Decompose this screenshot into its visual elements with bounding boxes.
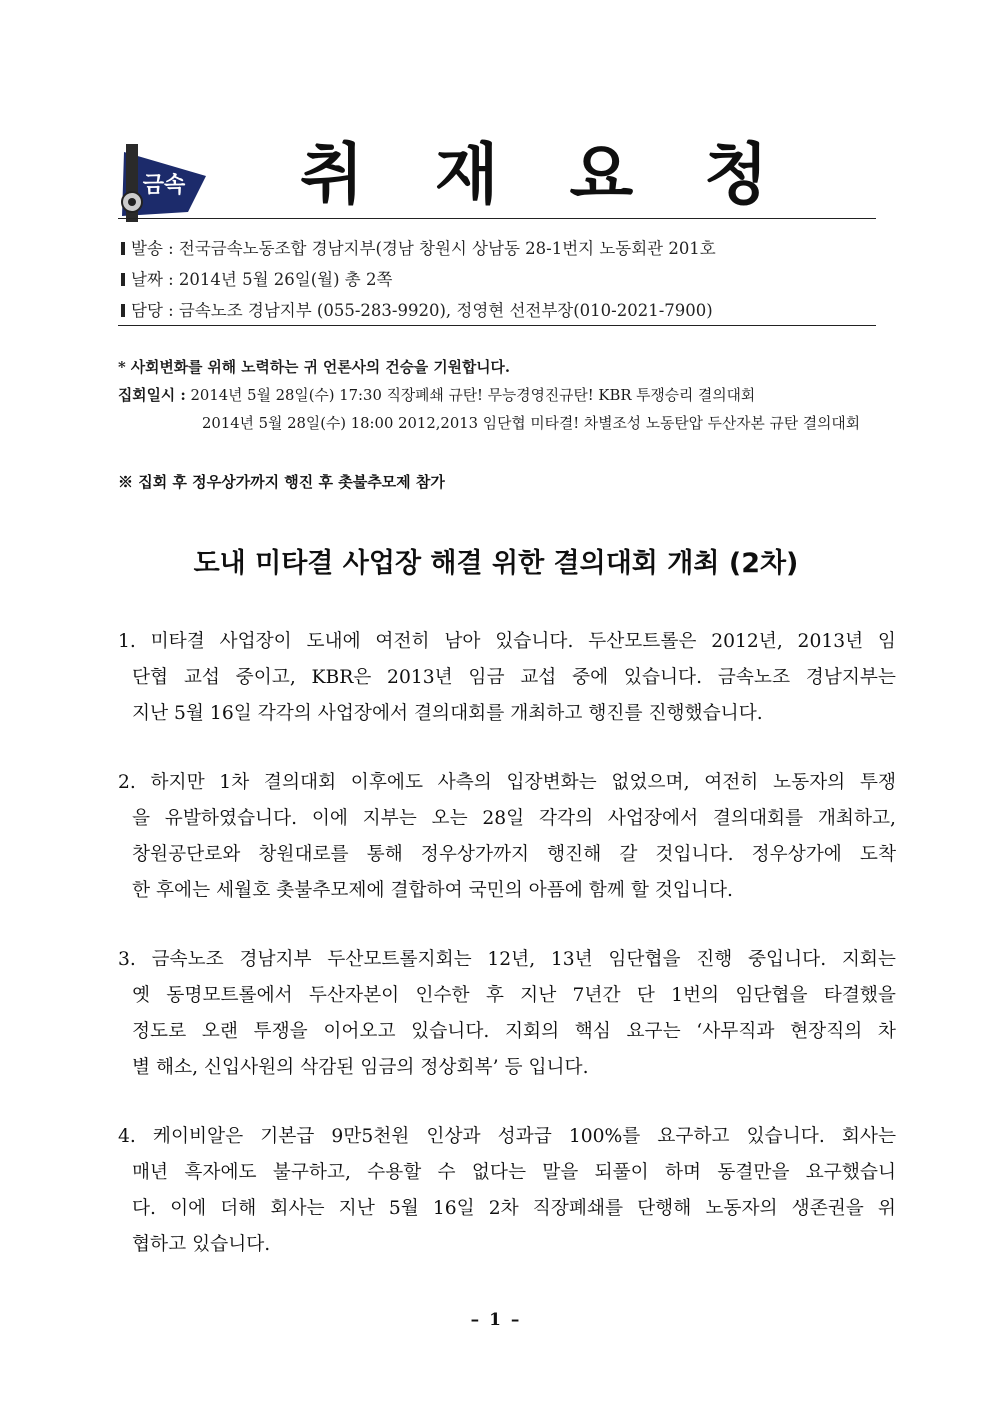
paragraph-line: 2. 하지만 1차 결의대회 이후에도 사측의 입장변화는 없었으며, 여전히 노동자의 투쟁	[118, 772, 896, 793]
paragraph-line: 을 유발하였습니다. 이에 지부는 오는 28일 각각의 사업장에서 결의대회를 개최하고,	[132, 808, 896, 829]
paragraph-line: 한 후에는 세월호 촛불추모제에 결합하여 국민의 아픔에 함께 할 것입니다.	[132, 880, 733, 901]
paragraph	[118, 765, 896, 909]
wish-text: * 사회변화를 위해 노력하는 귀 언론사의 건승을 기원합니다.	[118, 359, 511, 376]
press-headline: 도내 미타결 사업장 해결 위한 결의대회 개최 (2차)	[193, 548, 799, 579]
event-block	[118, 354, 908, 438]
paragraph-line: 다. 이에 더해 회사는 지난 5월 16일 2차 직장폐쇄를 단행해 노동자의 생존권을 위	[132, 1198, 896, 1219]
press-body	[118, 624, 896, 1296]
bullet-icon	[121, 304, 125, 317]
paragraph-line: 지난 5월 16일 각각의 사업장에서 결의대회를 개최하고 행진를 진행했습니다.	[132, 703, 763, 724]
paragraph-line: 창원공단로와 창원대로를 통해 정우상가까지 행진해 갈 것입니다. 정우상가에 도착	[132, 844, 896, 865]
paragraph-line: 매년 흑자에도 불구하고, 수용할 수 없다는 말을 되풀이 하며 동결만을 요구했습니	[132, 1162, 896, 1183]
paragraph	[118, 942, 896, 1086]
info-date: 날짜 : 2014년 5월 26일(월) 총 2쪽	[121, 264, 881, 295]
paragraph-line: 정도로 오랜 투쟁을 이어오고 있습니다. 지회의 핵심 요구는 ‘사무직과 현장직의 차	[132, 1021, 896, 1042]
rally-line-2: 2014년 5월 28일(수) 18:00 2012,2013 임단협 미타결! 차별조성 노동탄압 두산자본 규탄 결의대회	[202, 415, 861, 432]
page-number: – 1 –	[470, 1310, 522, 1330]
paragraph-line: 협하고 있습니다.	[132, 1234, 271, 1255]
paragraph-line: 별 해소, 신입사원의 삭감된 임금의 정상회복’ 등 입니다.	[132, 1057, 589, 1078]
info-contact: 담당 : 금속노조 경남지부 (055-283-9920), 정영현 선전부장(010-2021-7900)	[121, 295, 881, 326]
bullet-icon	[121, 273, 125, 286]
info-block	[121, 233, 881, 326]
rally-time-1: 2014년 5월 28일(수) 17:30 직장폐쇄 규탄! 무능경영진규탄! KBR 투쟁승리 결의대회	[185, 387, 756, 404]
paragraph	[118, 1119, 896, 1263]
logo-text: 금속	[142, 173, 186, 198]
paragraph-line: 1. 미타결 사업장이 도내에 여전히 남아 있습니다. 두산모트롤은 2012년, 2013년 임	[118, 631, 896, 652]
paragraph	[118, 624, 896, 732]
rally-label: 집회일시 :	[118, 387, 186, 404]
paragraph-line: 4. 케이비알은 기본급 9만5천원 인상과 성과급 100%를 요구하고 있습니다. 회사는	[118, 1126, 896, 1147]
top-divider	[118, 218, 876, 219]
paragraph-line: 옛 동명모트롤에서 두산자본이 인수한 후 지난 7년간 단 1번의 임단협을 타결했을	[132, 985, 896, 1006]
bottom-divider	[118, 325, 876, 326]
rally-line-1	[118, 382, 908, 410]
paragraph-line: 단협 교섭 중이고, KBR은 2013년 임금 교섭 중에 있습니다. 금속노조 경남지부는	[132, 667, 896, 688]
march-notice: ※ 집회 후 정우상가까지 행진 후 촛불추모제 참가	[118, 473, 445, 491]
document-title: 취 재 요 청	[300, 136, 792, 213]
union-logo	[118, 142, 210, 226]
paragraph-line: 3. 금속노조 경남지부 두산모트롤지회는 12년, 13년 임단협을 진행 중입니다. 지회는	[118, 949, 896, 970]
bullet-icon	[121, 242, 125, 255]
info-sender: 발송 : 전국금속노동조합 경남지부(경남 창원시 상남동 28-1번지 노동회관 201호	[121, 233, 881, 264]
